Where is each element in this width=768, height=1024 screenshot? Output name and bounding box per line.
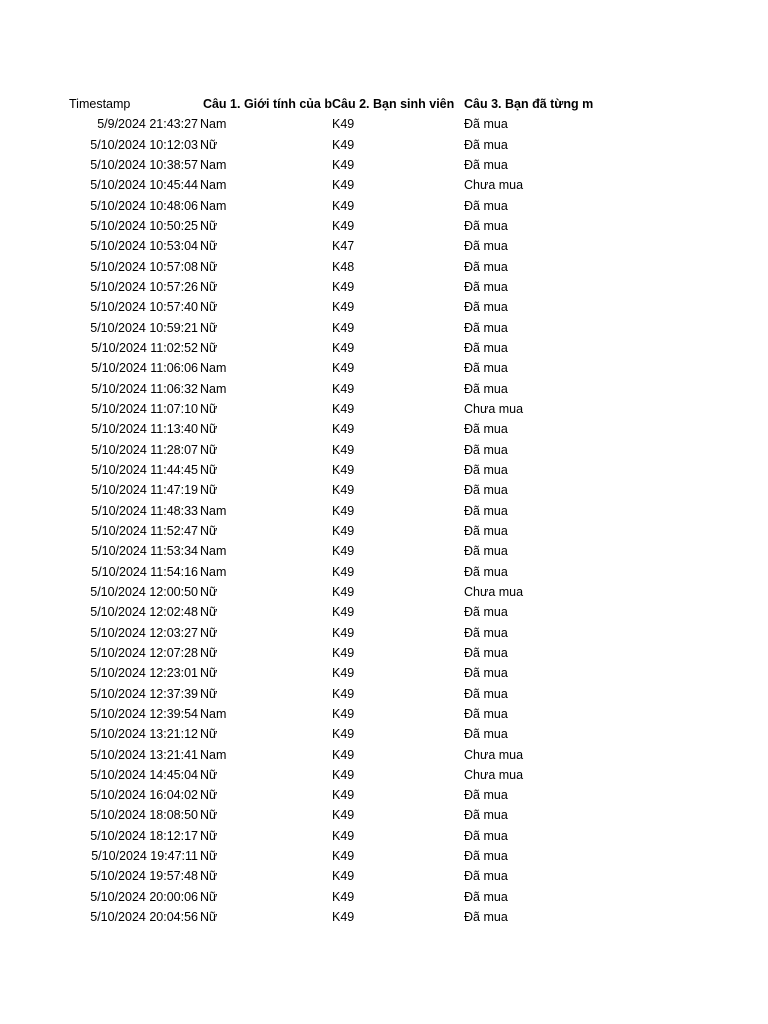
cell-purchase-status[interactable]: Đã mua (464, 117, 508, 132)
cell-cohort[interactable]: K49 (332, 727, 355, 742)
cell-purchase-status[interactable]: Đã mua (464, 564, 508, 579)
table-row (64, 521, 604, 541)
cell-timestamp[interactable]: 5/10/2024 12:07:28 (90, 645, 198, 660)
cell-cohort[interactable]: K49 (332, 828, 355, 843)
table-row (64, 541, 604, 561)
table-row (64, 318, 604, 338)
cell-timestamp[interactable]: 5/10/2024 20:00:06 (90, 889, 198, 904)
header-q2-cohort[interactable]: Câu 2. Bạn sinh viên (332, 97, 455, 111)
cell-purchase-status[interactable]: Đã mua (464, 910, 508, 925)
table-row (64, 155, 604, 175)
cell-purchase-status[interactable]: Đã mua (464, 462, 508, 477)
cell-gender[interactable]: Nữ (200, 605, 218, 620)
cell-gender[interactable]: Nữ (200, 259, 218, 274)
cell-cohort[interactable]: K49 (332, 503, 355, 518)
cell-cohort[interactable]: K49 (332, 605, 355, 620)
cell-timestamp[interactable]: 5/10/2024 12:23:01 (90, 666, 198, 681)
cell-purchase-status[interactable]: Đã mua (464, 849, 508, 864)
cell-timestamp[interactable]: 5/10/2024 10:57:08 (90, 259, 198, 274)
cell-gender[interactable]: Nữ (200, 239, 218, 254)
cell-cohort[interactable]: K49 (332, 666, 355, 681)
cell-purchase-status[interactable]: Đã mua (464, 442, 508, 457)
cell-timestamp[interactable]: 5/10/2024 10:38:57 (90, 157, 198, 172)
cell-cohort[interactable]: K47 (332, 239, 355, 254)
table-row (64, 826, 604, 846)
cell-gender[interactable]: Nữ (200, 401, 218, 416)
cell-cohort[interactable]: K49 (332, 157, 355, 172)
cell-timestamp[interactable]: 5/10/2024 11:06:06 (91, 361, 198, 376)
cell-gender[interactable]: Nam (200, 564, 227, 579)
cell-timestamp[interactable]: 5/10/2024 12:37:39 (90, 686, 198, 701)
cell-purchase-status[interactable]: Chưa mua (464, 767, 524, 782)
table-row (64, 623, 604, 643)
cell-timestamp[interactable]: 5/10/2024 10:53:04 (90, 239, 198, 254)
table-row (64, 236, 604, 256)
cell-cohort[interactable]: K49 (332, 198, 355, 213)
cell-purchase-status[interactable]: Đã mua (464, 218, 508, 233)
table-row (64, 460, 604, 480)
cell-timestamp[interactable]: 5/10/2024 10:57:26 (90, 279, 198, 294)
cell-purchase-status[interactable]: Đã mua (464, 422, 508, 437)
cell-purchase-status[interactable]: Đã mua (464, 788, 508, 803)
header-timestamp[interactable]: Timestamp (69, 97, 131, 111)
cell-gender[interactable]: Nữ (200, 849, 218, 864)
cell-gender[interactable]: Nữ (200, 727, 218, 742)
cell-cohort[interactable]: K49 (332, 564, 355, 579)
cell-gender[interactable]: Nữ (200, 869, 218, 884)
header-row (64, 94, 604, 114)
cell-cohort[interactable]: K49 (332, 747, 355, 762)
header-q1-gender[interactable]: Câu 1. Giới tính của b (202, 97, 332, 111)
cell-gender[interactable]: Nam (200, 706, 227, 721)
cell-purchase-status[interactable]: Đã mua (464, 320, 508, 335)
cell-purchase-status[interactable]: Chưa mua (464, 747, 524, 762)
table-body (64, 114, 604, 927)
table-row (64, 562, 604, 582)
cell-timestamp[interactable]: 5/10/2024 10:48:06 (90, 198, 198, 213)
cell-cohort[interactable]: K49 (332, 340, 355, 355)
cell-purchase-status[interactable]: Đã mua (464, 198, 508, 213)
cell-gender[interactable]: Nữ (200, 767, 218, 782)
cell-gender[interactable]: Nữ (200, 137, 218, 152)
table-row (64, 866, 604, 886)
cell-cohort[interactable]: K49 (332, 523, 355, 538)
table-row (64, 277, 604, 297)
cell-cohort[interactable]: K49 (332, 910, 355, 925)
cell-gender[interactable]: Nam (200, 157, 227, 172)
cell-cohort[interactable]: K49 (332, 137, 355, 152)
cell-timestamp[interactable]: 5/10/2024 10:57:40 (90, 300, 198, 315)
cell-purchase-status[interactable]: Đã mua (464, 828, 508, 843)
cell-purchase-status[interactable]: Đã mua (464, 889, 508, 904)
cell-cohort[interactable]: K49 (332, 584, 355, 599)
cell-timestamp[interactable]: 5/10/2024 13:21:12 (90, 727, 198, 742)
cell-purchase-status[interactable]: Đã mua (464, 869, 508, 884)
cell-purchase-status[interactable]: Chưa mua (464, 584, 524, 599)
table-row (64, 724, 604, 744)
cell-purchase-status[interactable]: Đã mua (464, 666, 508, 681)
table-row (64, 379, 604, 399)
cell-gender[interactable]: Nữ (200, 584, 218, 599)
cell-gender[interactable]: Nữ (200, 340, 218, 355)
table-row (64, 643, 604, 663)
cell-timestamp[interactable]: 5/10/2024 10:12:03 (90, 137, 198, 152)
cell-cohort[interactable]: K49 (332, 401, 355, 416)
cell-purchase-status[interactable]: Đã mua (464, 361, 508, 376)
table-row (64, 440, 604, 460)
cell-timestamp[interactable]: 5/10/2024 12:00:50 (90, 584, 198, 599)
cell-cohort[interactable]: K49 (332, 686, 355, 701)
table-row (64, 196, 604, 216)
cell-timestamp[interactable]: 5/9/2024 21:43:27 (97, 117, 198, 132)
table-row (64, 399, 604, 419)
cell-timestamp[interactable]: 5/10/2024 11:44:45 (91, 462, 198, 477)
cell-gender[interactable]: Nữ (200, 686, 218, 701)
cell-gender[interactable]: Nữ (200, 300, 218, 315)
table-row (64, 216, 604, 236)
cell-gender[interactable]: Nam (200, 178, 227, 193)
cell-gender[interactable]: Nữ (200, 666, 218, 681)
cell-timestamp[interactable]: 5/10/2024 12:39:54 (90, 706, 198, 721)
table-row (64, 684, 604, 704)
cell-gender[interactable]: Nam (200, 198, 227, 213)
table-row (64, 602, 604, 622)
cell-cohort[interactable]: K49 (332, 462, 355, 477)
cell-gender[interactable]: Nam (200, 117, 227, 132)
table-row (64, 582, 604, 602)
cell-timestamp[interactable]: 5/10/2024 11:07:10 (91, 401, 198, 416)
cell-timestamp[interactable]: 5/10/2024 11:47:19 (91, 483, 198, 498)
cell-timestamp[interactable]: 5/10/2024 16:04:02 (90, 788, 198, 803)
cell-cohort[interactable]: K49 (332, 361, 355, 376)
table-row (64, 704, 604, 724)
table-row (64, 501, 604, 521)
cell-cohort[interactable]: K49 (332, 808, 355, 823)
cell-gender[interactable]: Nữ (200, 462, 218, 477)
cell-timestamp[interactable]: 5/10/2024 11:06:32 (91, 381, 198, 396)
cell-purchase-status[interactable]: Đã mua (464, 137, 508, 152)
cell-timestamp[interactable]: 5/10/2024 19:57:48 (90, 869, 198, 884)
cell-gender[interactable]: Nam (200, 361, 227, 376)
cell-cohort[interactable]: K49 (332, 767, 355, 782)
cell-timestamp[interactable]: 5/10/2024 10:59:21 (90, 320, 198, 335)
cell-cohort[interactable]: K49 (332, 849, 355, 864)
cell-gender[interactable]: Nam (200, 381, 227, 396)
cell-gender[interactable]: Nữ (200, 218, 218, 233)
cell-gender[interactable]: Nữ (200, 625, 218, 640)
cell-purchase-status[interactable]: Đã mua (464, 279, 508, 294)
cell-timestamp[interactable]: 5/10/2024 19:47:11 (91, 849, 198, 864)
table-row (64, 135, 604, 155)
table-row (64, 419, 604, 439)
cell-cohort[interactable]: K49 (332, 218, 355, 233)
cell-gender[interactable]: Nam (200, 747, 227, 762)
table-row (64, 785, 604, 805)
cell-cohort[interactable]: K49 (332, 706, 355, 721)
cell-cohort[interactable]: K49 (332, 300, 355, 315)
cell-timestamp[interactable]: 5/10/2024 11:53:34 (91, 544, 198, 559)
cell-gender[interactable]: Nữ (200, 320, 218, 335)
cell-gender[interactable]: Nữ (200, 645, 218, 660)
cell-cohort[interactable]: K49 (332, 442, 355, 457)
cell-purchase-status[interactable]: Đã mua (464, 605, 508, 620)
cell-timestamp[interactable]: 5/10/2024 12:03:27 (90, 625, 198, 640)
table-row (64, 358, 604, 378)
cell-cohort[interactable]: K49 (332, 279, 355, 294)
table-row (64, 745, 604, 765)
cell-purchase-status[interactable]: Đã mua (464, 381, 508, 396)
cell-purchase-status[interactable]: Đã mua (464, 706, 508, 721)
cell-gender[interactable]: Nữ (200, 889, 218, 904)
cell-purchase-status[interactable]: Chưa mua (464, 178, 524, 193)
table-row (64, 663, 604, 683)
cell-purchase-status[interactable]: Đã mua (464, 340, 508, 355)
cell-timestamp[interactable]: 5/10/2024 11:28:07 (91, 442, 198, 457)
table-row (64, 175, 604, 195)
cell-timestamp[interactable]: 5/10/2024 12:02:48 (90, 605, 198, 620)
cell-purchase-status[interactable]: Đã mua (464, 808, 508, 823)
cell-timestamp[interactable]: 5/10/2024 18:08:50 (90, 808, 198, 823)
cell-gender[interactable]: Nam (200, 503, 227, 518)
cell-gender[interactable]: Nữ (200, 483, 218, 498)
cell-purchase-status[interactable]: Đã mua (464, 157, 508, 172)
cell-cohort[interactable]: K49 (332, 889, 355, 904)
cell-gender[interactable]: Nữ (200, 422, 218, 437)
cell-gender[interactable]: Nữ (200, 442, 218, 457)
cell-cohort[interactable]: K49 (332, 544, 355, 559)
cell-timestamp[interactable]: 5/10/2024 11:02:52 (91, 340, 198, 355)
cell-cohort[interactable]: K49 (332, 320, 355, 335)
cell-purchase-status[interactable]: Đã mua (464, 686, 508, 701)
table-row (64, 297, 604, 317)
cell-purchase-status[interactable]: Đã mua (464, 727, 508, 742)
cell-timestamp[interactable]: 5/10/2024 11:54:16 (91, 564, 198, 579)
cell-cohort[interactable]: K49 (332, 788, 355, 803)
cell-purchase-status[interactable]: Đã mua (464, 300, 508, 315)
spreadsheet-table (64, 94, 604, 927)
table-row (64, 257, 604, 277)
cell-gender[interactable]: Nữ (200, 808, 218, 823)
cell-cohort[interactable]: K49 (332, 381, 355, 396)
cell-timestamp[interactable]: 5/10/2024 20:04:56 (90, 910, 198, 925)
cell-cohort[interactable]: K49 (332, 483, 355, 498)
cell-gender[interactable]: Nữ (200, 523, 218, 538)
table-row (64, 805, 604, 825)
cell-cohort[interactable]: K48 (332, 259, 355, 274)
cell-gender[interactable]: Nam (200, 544, 227, 559)
cell-purchase-status[interactable]: Chưa mua (464, 401, 524, 416)
cell-purchase-status[interactable]: Đã mua (464, 544, 508, 559)
cell-gender[interactable]: Nữ (200, 910, 218, 925)
cell-cohort[interactable]: K49 (332, 117, 355, 132)
cell-cohort[interactable]: K49 (332, 645, 355, 660)
table-row (64, 338, 604, 358)
table-row (64, 114, 604, 134)
cell-timestamp[interactable]: 5/10/2024 11:52:47 (91, 523, 198, 538)
cell-gender[interactable]: Nữ (200, 828, 218, 843)
cell-purchase-status[interactable]: Đã mua (464, 239, 508, 254)
cell-purchase-status[interactable]: Đã mua (464, 503, 508, 518)
cell-cohort[interactable]: K49 (332, 625, 355, 640)
table-row (64, 765, 604, 785)
cell-gender[interactable]: Nữ (200, 279, 218, 294)
cell-timestamp[interactable]: 5/10/2024 14:45:04 (90, 767, 198, 782)
cell-timestamp[interactable]: 5/10/2024 11:13:40 (91, 422, 198, 437)
cell-gender[interactable]: Nữ (200, 788, 218, 803)
cell-purchase-status[interactable]: Đã mua (464, 483, 508, 498)
table-row (64, 907, 604, 927)
cell-purchase-status[interactable]: Đã mua (464, 523, 508, 538)
cell-purchase-status[interactable]: Đã mua (464, 259, 508, 274)
table-row (64, 887, 604, 907)
cell-timestamp[interactable]: 5/10/2024 18:12:17 (90, 828, 198, 843)
cell-timestamp[interactable]: 5/10/2024 10:50:25 (90, 218, 198, 233)
cell-cohort[interactable]: K49 (332, 869, 355, 884)
cell-timestamp[interactable]: 5/10/2024 13:21:41 (90, 747, 198, 762)
cell-cohort[interactable]: K49 (332, 422, 355, 437)
cell-purchase-status[interactable]: Đã mua (464, 625, 508, 640)
table-row (64, 480, 604, 500)
cell-timestamp[interactable]: 5/10/2024 11:48:33 (91, 503, 198, 518)
cell-cohort[interactable]: K49 (332, 178, 355, 193)
cell-purchase-status[interactable]: Đã mua (464, 645, 508, 660)
table-row (64, 846, 604, 866)
header-q3-purchased[interactable]: Câu 3. Bạn đã từng m (464, 97, 594, 111)
cell-timestamp[interactable]: 5/10/2024 10:45:44 (90, 178, 198, 193)
